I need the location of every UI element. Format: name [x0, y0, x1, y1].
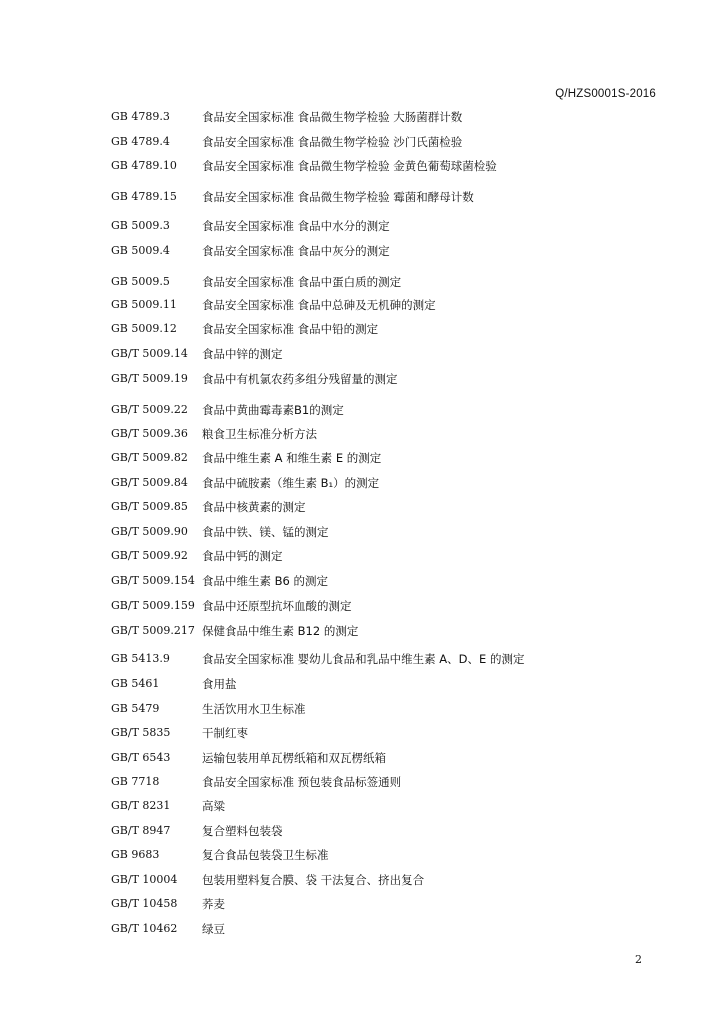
standard-title: 干制红枣: [202, 726, 248, 740]
standard-title: 食品安全国家标准 婴幼儿食品和乳品中维生素 A、D、E 的测定: [202, 652, 525, 666]
standard-title: 食用盐: [202, 677, 237, 691]
standard-title: 食品中硫胺素（维生素 B₁）的测定: [202, 476, 380, 490]
standard-title: 高粱: [202, 799, 225, 813]
reference-row: [111, 572, 671, 590]
standard-code: GB/T 10458: [111, 897, 178, 910]
reference-row: [111, 401, 671, 419]
reference-row: [111, 157, 671, 175]
standard-title: 运输包装用单瓦楞纸箱和双瓦楞纸箱: [202, 751, 386, 765]
standard-title: 食品中铁、镁、锰的测定: [202, 525, 329, 539]
standard-title: 食品中维生素 B6 的测定: [202, 574, 329, 588]
standard-code: GB/T 5009.90: [111, 525, 188, 538]
standard-title: 食品安全国家标准 食品微生物学检验 大肠菌群计数: [202, 110, 463, 124]
reference-row: [111, 871, 671, 889]
reference-row: [111, 217, 671, 235]
standard-title: 保健食品中维生素 B12 的测定: [202, 624, 359, 638]
standard-code: GB/T 5009.19: [111, 372, 188, 385]
standard-code: GB/T 5009.217: [111, 624, 195, 637]
reference-row: [111, 425, 671, 443]
reference-row: [111, 449, 671, 467]
standard-title: 食品安全国家标准 食品微生物学检验 霉菌和酵母计数: [202, 190, 474, 204]
standard-code: GB/T 10462: [111, 922, 178, 935]
reference-row: [111, 920, 671, 938]
reference-row: [111, 108, 671, 126]
reference-row: [111, 273, 671, 291]
reference-row: [111, 773, 671, 791]
standard-title: 粮食卫生标准分析方法: [202, 427, 317, 441]
standard-title: 食品安全国家标准 食品中总砷及无机砷的测定: [202, 298, 436, 312]
standard-code: GB/T 5009.159: [111, 599, 195, 612]
reference-row: [111, 345, 671, 363]
reference-row: [111, 547, 671, 565]
standard-title: 食品安全国家标准 预包装食品标签通则: [202, 775, 402, 789]
standard-title: 包装用塑料复合膜、袋 干法复合、挤出复合: [202, 873, 425, 887]
standard-code: GB/T 5009.22: [111, 403, 188, 416]
standard-title: 复合塑料包装袋: [202, 824, 283, 838]
standard-title: 绿豆: [202, 922, 225, 936]
reference-row: [111, 474, 671, 492]
standard-title: 复合食品包装袋卫生标准: [202, 848, 329, 862]
reference-row: [111, 622, 671, 640]
reference-row: [111, 188, 671, 206]
standard-code: GB 5009.12: [111, 322, 177, 335]
standard-code: GB/T 6543: [111, 751, 171, 764]
standard-code: GB 5009.5: [111, 275, 170, 288]
reference-row: [111, 749, 671, 767]
standard-title: 食品安全国家标准 食品中水分的测定: [202, 219, 390, 233]
standard-code: GB 4789.10: [111, 159, 177, 172]
reference-row: [111, 895, 671, 913]
standard-code: GB 4789.3: [111, 110, 170, 123]
reference-row: [111, 822, 671, 840]
reference-row: [111, 320, 671, 338]
standard-code: GB 5009.4: [111, 244, 170, 257]
standard-code: GB/T 5009.92: [111, 549, 188, 562]
standard-title: 食品安全国家标准 食品微生物学检验 沙门氏菌检验: [202, 135, 463, 149]
standard-title: 食品中有机氯农药多组分残留量的测定: [202, 372, 398, 386]
reference-row: [111, 523, 671, 541]
standard-code: GB/T 5009.85: [111, 500, 188, 513]
reference-row: [111, 242, 671, 260]
standard-code: GB 5479: [111, 702, 160, 715]
standard-code: GB/T 8231: [111, 799, 171, 812]
document-id: Q/HZS0001S-2016: [555, 88, 656, 100]
standard-code: GB 4789.15: [111, 190, 177, 203]
standard-code: GB 5413.9: [111, 652, 170, 665]
standard-code: GB/T 5835: [111, 726, 171, 739]
reference-row: [111, 724, 671, 742]
standard-title: 荞麦: [202, 897, 225, 911]
standard-title: 食品中锌的测定: [202, 347, 283, 361]
standard-title: 食品安全国家标准 食品中铅的测定: [202, 322, 379, 336]
reference-row: [111, 370, 671, 388]
standard-code: GB/T 10004: [111, 873, 178, 886]
standard-code: GB/T 5009.154: [111, 574, 195, 587]
standard-code: GB/T 8947: [111, 824, 171, 837]
standard-code: GB 5009.3: [111, 219, 170, 232]
standard-code: GB 5461: [111, 677, 160, 690]
reference-row: [111, 675, 671, 693]
standard-code: GB/T 5009.14: [111, 347, 188, 360]
reference-row: [111, 498, 671, 516]
standard-code: GB 9683: [111, 848, 160, 861]
reference-row: [111, 597, 671, 615]
standard-code: GB 5009.11: [111, 298, 177, 311]
reference-row: [111, 846, 671, 864]
standard-code: GB/T 5009.84: [111, 476, 188, 489]
standard-code: GB 4789.4: [111, 135, 170, 148]
standard-code: GB/T 5009.36: [111, 427, 188, 440]
reference-row: [111, 700, 671, 718]
standard-code: GB/T 5009.82: [111, 451, 188, 464]
reference-row: [111, 650, 671, 668]
standard-title: 食品中维生素 A 和维生素 E 的测定: [202, 451, 382, 465]
standard-title: 食品中黄曲霉毒素B1的测定: [202, 403, 344, 417]
standard-title: 食品安全国家标准 食品微生物学检验 金黄色葡萄球菌检验: [202, 159, 497, 173]
standard-title: 食品安全国家标准 食品中灰分的测定: [202, 244, 390, 258]
reference-row: [111, 296, 671, 314]
standard-title: 生活饮用水卫生标准: [202, 702, 306, 716]
standard-title: 食品中钙的测定: [202, 549, 283, 563]
standard-title: 食品中还原型抗坏血酸的测定: [202, 599, 352, 613]
reference-row: [111, 797, 671, 815]
reference-row: [111, 133, 671, 151]
standard-code: GB 7718: [111, 775, 160, 788]
standard-title: 食品安全国家标准 食品中蛋白质的测定: [202, 275, 402, 289]
standard-title: 食品中核黄素的测定: [202, 500, 306, 514]
page-number: 2: [635, 953, 642, 966]
